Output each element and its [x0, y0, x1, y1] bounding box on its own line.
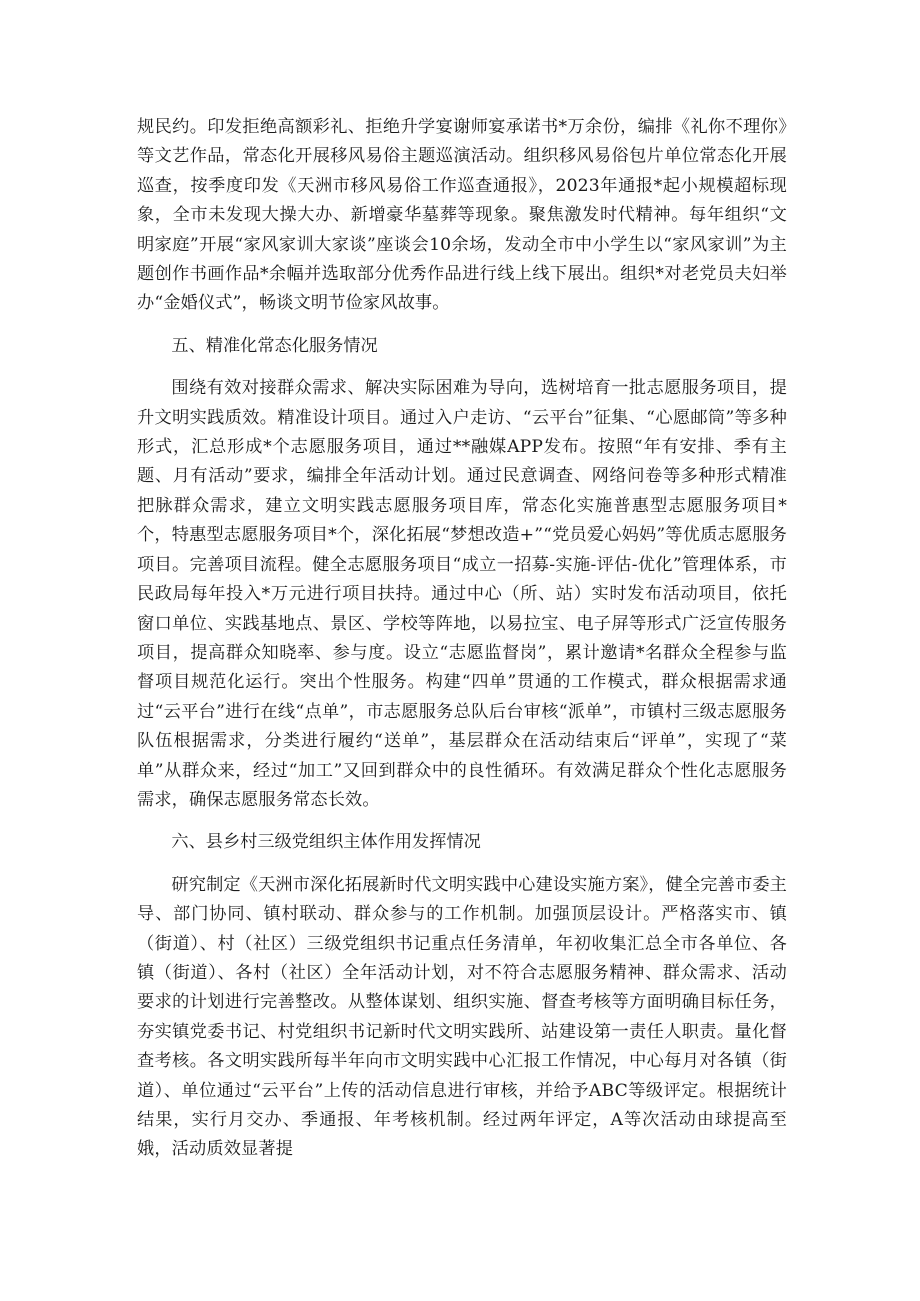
- section-heading-six: 六、县乡村三级党组织主体作用发挥情况: [171, 832, 481, 853]
- section-heading-five: 五、精准化常态化服务情况: [171, 335, 378, 356]
- document-page: [137, 113, 787, 1165]
- paragraph-volunteer-service: 围绕有效对接群众需求、解决实际困难为导向，选树培育一批志愿服务项目，提升文明实践质效。精准设计项目。通过入户走访、“云平台”征集、“心愿邮筒”等多种形式，汇总形成*个志愿服务项目，通过**融媒APP发布。按照“年有安排、季有主题、月有活动”要求，编排全年活动计划。通过民意调查、网络问卷等多种形式精准把脉群众需求，建立文明实践志愿服务项目库，常态化实施普惠型志愿服务项目*个，特惠型志愿服务项目*个，深化拓展“梦想改造+”“党员爱心妈妈”等优质志愿服务项目。完善项目流程。健全志愿服务项目“成立一招募-实施-评估-优化”管理体系，市民政局每年投入*万元进行项目扶持。通过中心（所、站）实时发布活动项目，依托窗口单位、实践基地点、景区、学校等阵地，以易拉宝、电子屏等形式广泛宣传服务项目，提高群众知晓率、参与度。设立“志愿监督岗”，累计邀请*名群众全程参与监督项目规范化运行。突出个性服务。构建“四单”贯通的工作模式，群众根据需求通过“云平台”进行在线“点单”，市志愿服务总队后台审核“派单”，市镇村三级志愿服务队伍根据需求，分类进行履约“送单”，基层群众在活动结束后“评单”，实现了“菜单”从群众来，经过“加工”又回到群众中的良性循环。有效满足群众个性化志愿服务需求，确保志愿服务常态长效。: [137, 378, 787, 810]
- paragraph-party-organization: 研究制定《天洲市深化拓展新时代文明实践中心建设实施方案》，健全完善市委主导、部门协同、镇村联动、群众参与的工作机制。加强顶层设计。严格落实市、镇（街道）、村（社区）三级党组织书记重点任务清单，年初收集汇总全市各单位、各镇（街道）、各村（社区）全年活动计划，对不符合志愿服务精神、群众需求、活动要求的计划进行完善整改。从整体谋划、组织实施、督查考核等方面明确目标任务，夯实镇党委书记、村党组织书记新时代文明实践所、站建设第一责任人职责。量化督查考核。各文明实践所每半年向市文明实践中心汇报工作情况，中心每月对各镇（街道）、单位通过“云平台”上传的活动信息进行审核，并给予ABC等级评定。根据统计结果，实行月交办、季通报、年考核机制。经过两年评定，A等次活动由球提高至娥，活动质效显著提: [137, 874, 787, 1160]
- paragraph-village-rules: 规民约。印发拒绝高额彩礼、拒绝升学宴谢师宴承诺书*万余份，编排《礼你不理你》等文艺作品，常态化开展移风易俗主题巡演活动。组织移风易俗包片单位常态化开展巡查，按季度印发《天洲市移风易俗工作巡查通报》，2023年通报*起小规模超标现象，全市未发现大操大办、新增豪华墓葬等现象。聚焦激发时代精神。每年组织“文明家庭”开展“家风家训大家谈”座谈会10余场，发动全市中小学生以“家风家训”为主题创作书画作品*余幅并选取部分优秀作品进行线上线下展出。组织*对老党员夫妇举办“金婚仪式”，畅谈文明节俭家风故事。: [137, 117, 787, 314]
